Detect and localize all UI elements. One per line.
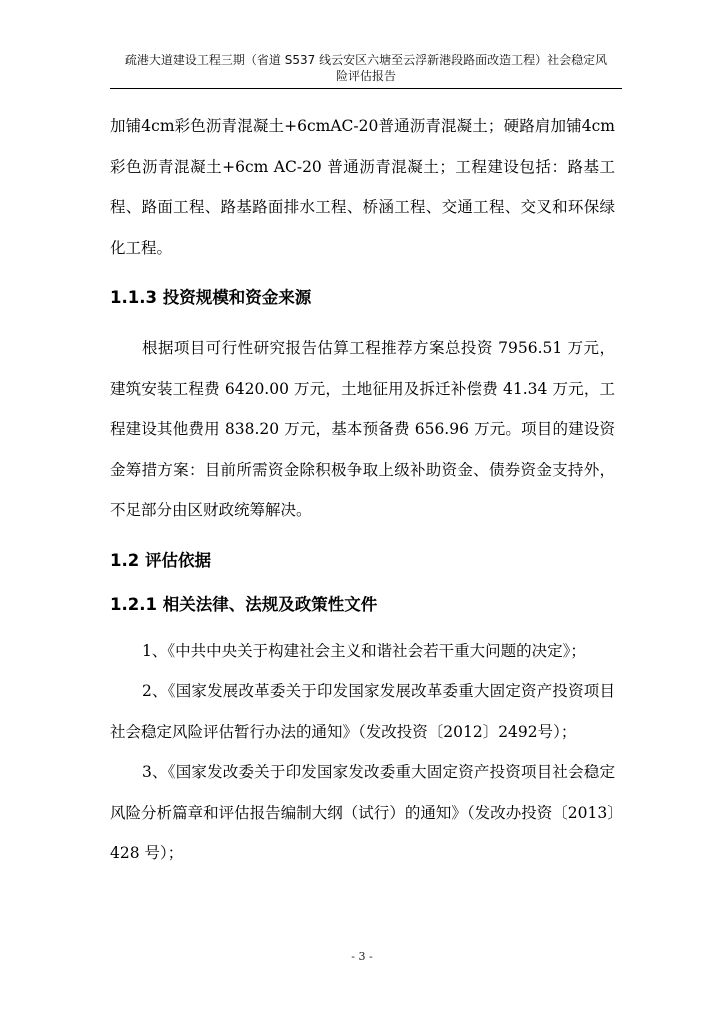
document-body bbox=[110, 106, 615, 874]
list-item-3: 3、《国家发改委关于印发国家发改委重大固定资产投资项目社会稳定风险分析篇章和评估报告编制大纲（试行）的通知》（发改办投资〔2013〕428 号）； bbox=[110, 763, 615, 862]
running-header bbox=[110, 52, 622, 84]
heading-1-2: 1.2 评估依据 bbox=[110, 550, 211, 570]
paragraph-investment: 根据项目可行性研究报告估算工程推荐方案总投资 7956.51 万元，建筑安装工程费 6420.00 万元，土地征用及拆迁补偿费 41.34 万元，工程建设其他费用 838.20 万元，基本预备费 656.96 万元。项目的建设资金筹措方案：目前所需资金除积极争取上级补助资金、债券资金支持外，不足部分由区财政统筹解决。 bbox=[110, 339, 615, 519]
list-item-2: 2、《国家发展改革委关于印发国家发展改革委重大固定资产投资项目社会稳定风险评估暂行办法的通知》（发改投资〔2012〕2492号）； bbox=[110, 682, 615, 741]
list-item-1: 1、《中共中央关于构建社会主义和谐社会若干重大问题的决定》； bbox=[142, 641, 586, 660]
heading-1-1-3: 1.1.3 投资规模和资金来源 bbox=[110, 288, 312, 307]
paragraph-project-scope: 加铺4cm彩色沥青混凝土+6cmAC-20普通沥青混凝土；硬路肩加铺4cm彩色沥青混凝土+6cm AC-20 普通沥青混凝土；工程建设包括：路基工程、路面工程、路基路面排水工程、桥涵工程、交通工程、交叉和环保绿化工程。 bbox=[110, 117, 615, 257]
header-line-2: 险评估报告 bbox=[335, 69, 396, 83]
heading-1-2-1: 1.2.1 相关法律、法规及政策性文件 bbox=[110, 594, 378, 614]
header-divider bbox=[110, 88, 622, 89]
page-number: - 3 - bbox=[351, 950, 373, 963]
header-line-1: 疏港大道建设工程三期（省道 S537 线云安区六塘至云浮新港段路面改造工程）社会稳定风 bbox=[124, 53, 608, 67]
